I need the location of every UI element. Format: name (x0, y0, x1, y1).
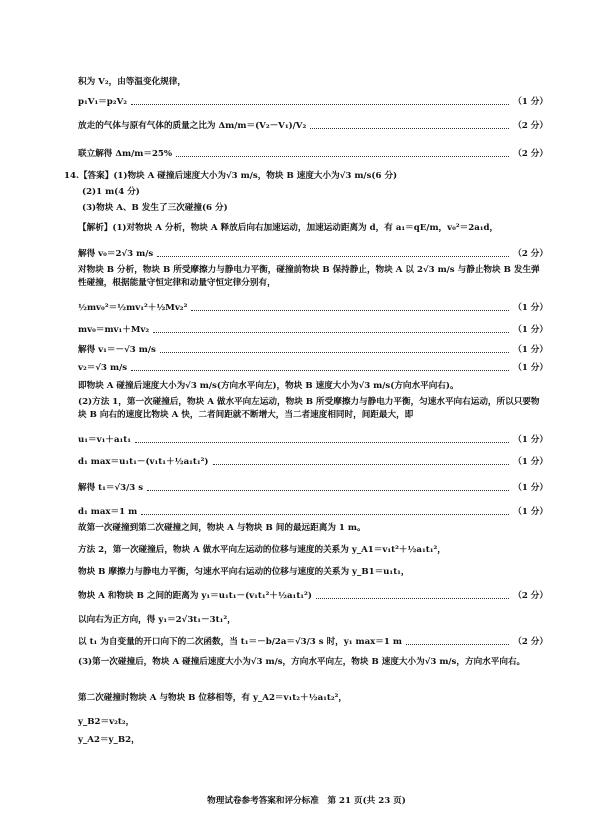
score-label: （1 分） (513, 97, 548, 107)
text-line: 以向右为正方向，得 y₁＝2√3t₁－3t₁²， (78, 615, 236, 625)
score-label: （2 分） (513, 637, 548, 647)
leader-dots (160, 351, 509, 353)
equation-line: d₁ max＝1 m （1 分） (78, 507, 548, 517)
leader-dots (406, 643, 509, 645)
text-line: 即物块 A 碰撞后速度大小为√3 m/s(方向水平向左)，物块 B 速度大小为√3 m/s(方向水平向右)。 (78, 381, 459, 391)
question-answer-heading: 14.【答案】(1)物块 A 碰撞后速度大小为√3 m/s，物块 B 速度大小为√3 m/s(6 分) (64, 171, 398, 181)
leader-dots (153, 331, 509, 333)
leader-dots (147, 489, 509, 491)
equation-line: 解得 v₀＝2√3 m/s （2 分） (78, 249, 548, 259)
equation-line: 以 t₁ 为自变量的开口向下的二次函数，当 t₁＝－b/2a＝√3/3 s 时，y₁ max＝1 m （2 分） (78, 637, 548, 647)
equation-line: 联立解得 Δm/m＝25% （2 分） (78, 149, 548, 159)
leader-dots (191, 309, 509, 311)
score-label: （2 分） (513, 591, 548, 601)
score-label: （1 分） (513, 325, 548, 335)
score-label: （1 分） (513, 303, 548, 313)
score-label: （2 分） (513, 149, 548, 159)
leader-dots (131, 369, 509, 371)
text-line: 物块 B 摩擦力与静电力平衡，匀速水平向右运动的位移与速度的关系为 y_B1＝u₁t₁， (78, 567, 410, 577)
equation-line: 物块 A 和物块 B 之间的距离为 y₁＝u₁t₁－(v₁t₁²＋½a₁t₁²) （2 分） (78, 591, 548, 601)
score-label: （1 分） (513, 507, 548, 517)
leader-dots (135, 441, 509, 443)
analysis-line: 【解析】(1)对物块 A 分析，物块 A 释放后向右加速运动，加速运动距离为 d，有 a₁＝qE/m，v₀²＝2a₁d， (78, 223, 499, 233)
score-label: （1 分） (513, 483, 548, 493)
equation-line: y_B2＝v₂t₂， (78, 717, 135, 727)
leader-dots (316, 597, 509, 599)
equation-line: y_A2＝y_B2， (78, 735, 140, 745)
text-line: 故第一次碰撞到第二次碰撞之间，物块 A 与物块 B 间的最远距离为 1 m。 (78, 523, 366, 533)
score-label: （1 分） (513, 363, 548, 373)
leader-dots (141, 513, 509, 515)
paragraph: (2)方法 1，第一次碰撞后，物块 A 做水平向左运动，物块 B 所受摩擦力与静电力平衡，匀速水平向右运动，所以只要物块 B 向右的速度比物块 A 快，二者间距就不断增大，当二者速度相同时，间距最大，即 (78, 397, 540, 420)
text-line: 积为 V₂，由等温变化规律， (78, 77, 186, 87)
equation-line: mv₀＝mv₁＋Mv₂ （1 分） (78, 325, 548, 335)
equation-line: d₁ max＝u₁t₁－(v₁t₁＋½a₁t₁²) （1 分） (78, 457, 548, 467)
score-label: （1 分） (513, 457, 548, 467)
equation-line: 放走的气体与原有气体的质量之比为 Δm/m＝(V₂－V₁)/V₂ （2 分） (78, 121, 548, 131)
equation-line: p₁V₁＝p₂V₂ （1 分） (78, 97, 548, 107)
leader-dots (213, 463, 510, 465)
leader-dots (131, 103, 509, 105)
score-label: （1 分） (513, 435, 548, 445)
page-footer: 物理试卷参考答案和评分标准 第 21 页(共 23 页) (207, 796, 406, 806)
leader-dots (310, 127, 509, 129)
paragraph: 对物块 B 分析，物块 B 所受摩擦力与静电力平衡，碰撞前物块 B 保持静止，物块 A 以 2√3 m/s 与静止物块 B 发生弹性碰撞，根据能量守恒定律和动量守恒定律分别有， (78, 265, 540, 288)
text-line: 第二次碰撞时物块 A 与物块 B 位移相等，有 y_A2＝v₁t₂＋½a₁t₂²， (78, 693, 347, 703)
score-label: （2 分） (513, 121, 548, 131)
text-line: (2)1 m(4 分) (82, 187, 140, 197)
text-line: (3)物块 A、B 发生了三次碰撞(6 分) (82, 203, 228, 213)
equation-line: ½mv₀²＝½mv₁²＋½Mv₂² （1 分） (78, 303, 548, 313)
score-label: （2 分） (513, 249, 548, 259)
equation-line: u₁＝v₁＋a₁t₁ （1 分） (78, 435, 548, 445)
equation-line: 解得 t₁＝√3/3 s （1 分） (78, 483, 548, 493)
paragraph: (3)第一次碰撞后，物块 A 碰撞后速度大小为√3 m/s，方向水平向左，物块 B 速度大小为√3 m/s，方向水平向右。 (78, 657, 526, 667)
leader-dots (157, 255, 509, 257)
score-label: （1 分） (513, 345, 548, 355)
equation-line: 解得 v₁＝－√3 m/s （1 分） (78, 345, 548, 355)
text-line: 方法 2，第一次碰撞后，物块 A 做水平向左运动的位移与速度的关系为 y_A1＝v₁t²＋½a₁t₁²， (78, 545, 446, 555)
leader-dots (176, 155, 509, 157)
equation-line: v₂＝√3 m/s （1 分） (78, 363, 548, 373)
